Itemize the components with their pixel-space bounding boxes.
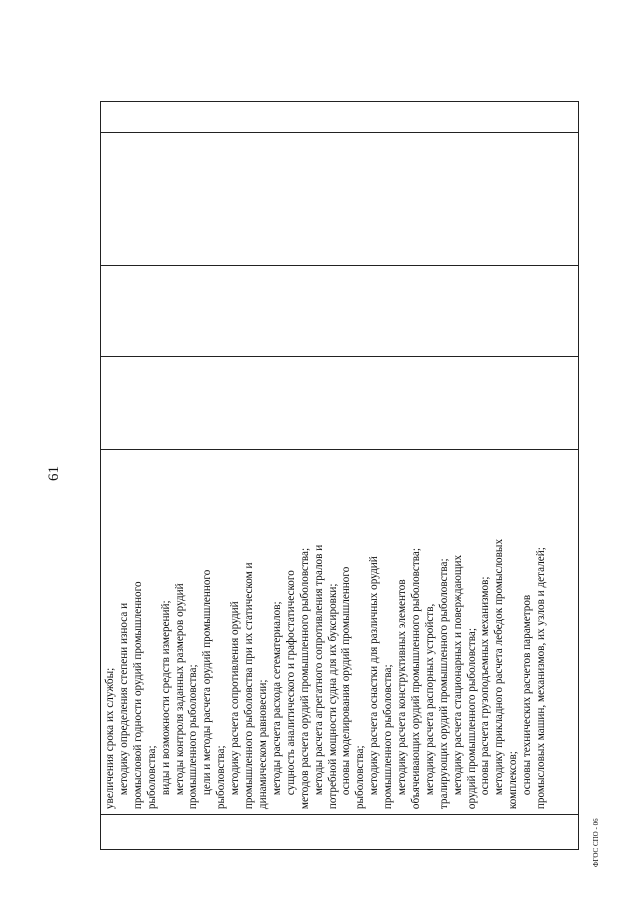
content-line: промышленного рыболовства; [382, 664, 395, 810]
content-table [100, 101, 579, 850]
content-line: промышленного рыболовства; [187, 664, 200, 810]
table-column-index [101, 814, 578, 849]
table-column-3 [101, 356, 578, 449]
content-line: методику прикладного расчета лебедок промысловых [493, 538, 506, 796]
content-line: цели и методы расчета орудий промышленного [201, 569, 214, 796]
content-line: рыболовства; [145, 745, 158, 810]
content-line: методику расчета сопротивления орудий [229, 601, 242, 796]
content-line: рыболовства; [354, 745, 367, 810]
table-column-5 [101, 132, 578, 265]
content-line: основы расчета грузоподъемных механизмов; [479, 576, 492, 796]
content-line: методику расчета стационарных и поверждающих [451, 554, 464, 796]
content-line: динамическом равновесии; [256, 679, 269, 810]
content-line: методов расчета орудий промышленного рыболовства; [298, 547, 311, 810]
content-line: рыболовства; [215, 745, 228, 810]
content-line: методику определения степени износа и [117, 602, 130, 796]
content-line: сущность аналитического и графостатического [284, 570, 297, 796]
rotated-page [0, 45, 600, 905]
table-column-6 [101, 102, 578, 132]
content-line: увеличения срока их службы; [104, 667, 116, 810]
content-line: методы расчета расхода сетематериалов; [270, 601, 283, 796]
content-line: виды и возможности средств измерений; [159, 600, 172, 796]
content-line: промышленного рыболовства при их статическом и [243, 562, 256, 810]
content-line: основы технических расчетов параметров [521, 594, 534, 796]
content-line: промысловой годности орудий промышленного [131, 581, 144, 810]
table-column-4 [101, 265, 578, 357]
table-column-content [101, 449, 578, 814]
content-line: методику расчета распорных устройств, [423, 603, 436, 796]
content-line: промысловых машин, механизмов, их узлов и деталей; [535, 547, 548, 810]
content-line: объячеивающих орудий промышленного рыболовства; [409, 548, 422, 810]
content-line: основы моделирования орудий промышленного [340, 566, 353, 796]
content-line: тралирующих орудий промышленного рыболовства; [437, 558, 450, 810]
document-footer: ФГОС СПО - 06 [592, 818, 600, 867]
content-line: комплексов; [507, 751, 520, 810]
content-line: методы расчета агрегатного сопротивления тралов и [312, 544, 325, 796]
content-line: методы контроля заданных размеров орудий [173, 583, 186, 796]
content-line: потребной мощности судна для их буксировки; [326, 583, 339, 810]
content-line: орудий промышленного рыболовства; [465, 628, 478, 810]
content-line: методику расчета оснастки для различных орудий [368, 556, 381, 796]
content-line: методику расчета конструктивных элементов [396, 579, 409, 796]
page-number: 61 [46, 466, 62, 481]
